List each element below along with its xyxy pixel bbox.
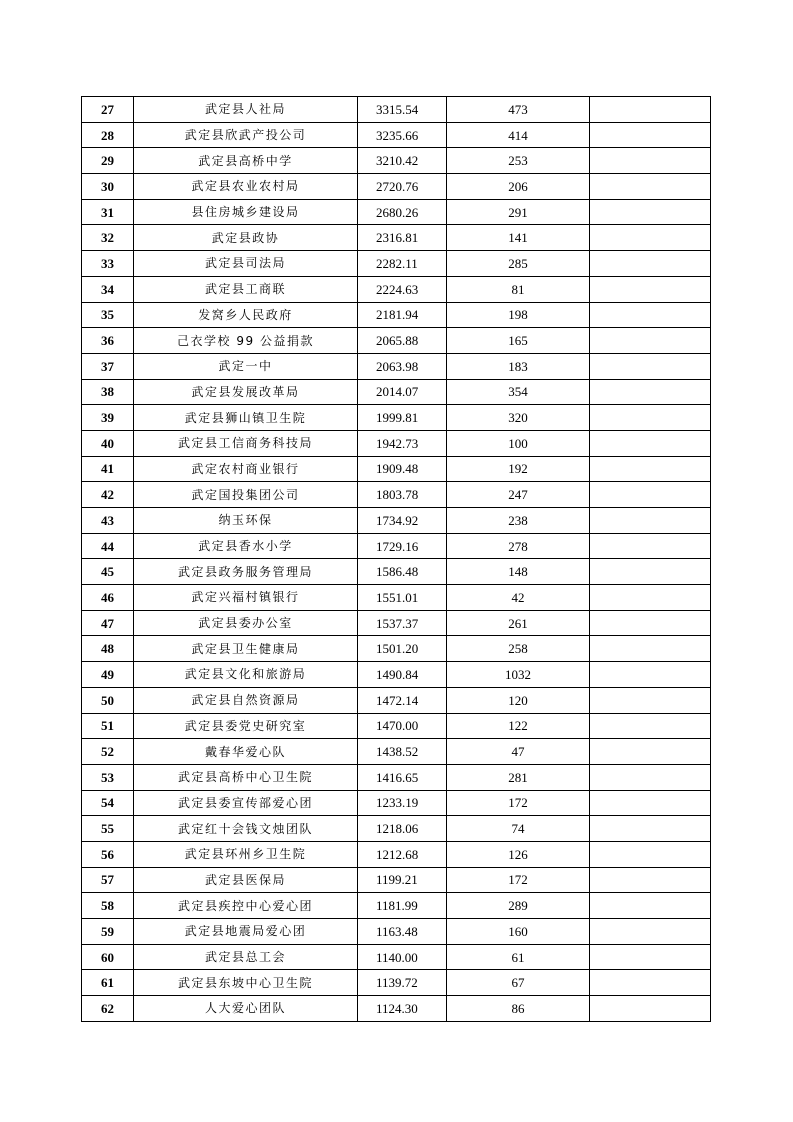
remark-cell xyxy=(590,251,711,277)
table-row xyxy=(82,225,711,251)
table-row xyxy=(82,996,711,1022)
unit-name: 人大爱心团队 xyxy=(134,996,358,1022)
table-body xyxy=(82,97,711,1022)
remark-cell xyxy=(590,482,711,508)
row-number: 30 xyxy=(82,174,134,200)
table-row xyxy=(82,713,711,739)
remark-cell xyxy=(590,148,711,174)
table-row xyxy=(82,328,711,354)
remark-cell xyxy=(590,764,711,790)
donation-amount: 1472.14 xyxy=(358,687,447,713)
table-row xyxy=(82,687,711,713)
table-row xyxy=(82,302,711,328)
row-number: 48 xyxy=(82,636,134,662)
donor-count: 120 xyxy=(447,687,590,713)
donation-amount: 3210.42 xyxy=(358,148,447,174)
row-number: 51 xyxy=(82,713,134,739)
unit-name: 县住房城乡建设局 xyxy=(134,199,358,225)
donor-count: 414 xyxy=(447,122,590,148)
remark-cell xyxy=(590,508,711,534)
row-number: 52 xyxy=(82,739,134,765)
unit-name: 武定县委党史研究室 xyxy=(134,713,358,739)
remark-cell xyxy=(590,533,711,559)
unit-name: 武定一中 xyxy=(134,353,358,379)
unit-name: 武定县政协 xyxy=(134,225,358,251)
unit-name: 武定兴福村镇银行 xyxy=(134,585,358,611)
row-number: 41 xyxy=(82,456,134,482)
remark-cell xyxy=(590,122,711,148)
unit-name: 武定县高桥中学 xyxy=(134,148,358,174)
unit-name: 武定县发展改革局 xyxy=(134,379,358,405)
donor-count: 172 xyxy=(447,867,590,893)
remark-cell xyxy=(590,867,711,893)
row-number: 58 xyxy=(82,893,134,919)
donor-count: 74 xyxy=(447,816,590,842)
unit-name: 武定县狮山镇卫生院 xyxy=(134,405,358,431)
row-number: 43 xyxy=(82,508,134,534)
donation-amount: 1490.84 xyxy=(358,662,447,688)
table-row xyxy=(82,430,711,456)
row-number: 42 xyxy=(82,482,134,508)
unit-name: 武定县高桥中心卫生院 xyxy=(134,764,358,790)
unit-name: 武定县欣武产投公司 xyxy=(134,122,358,148)
table-row xyxy=(82,174,711,200)
donation-amount: 2065.88 xyxy=(358,328,447,354)
donation-amount: 1163.48 xyxy=(358,919,447,945)
donor-count: 278 xyxy=(447,533,590,559)
donation-amount: 1734.92 xyxy=(358,508,447,534)
row-number: 32 xyxy=(82,225,134,251)
donor-count: 141 xyxy=(447,225,590,251)
table-row xyxy=(82,610,711,636)
donation-amount: 1139.72 xyxy=(358,970,447,996)
donor-count: 126 xyxy=(447,841,590,867)
row-number: 44 xyxy=(82,533,134,559)
donation-amount: 1729.16 xyxy=(358,533,447,559)
unit-name: 武定县医保局 xyxy=(134,867,358,893)
donation-amount: 1438.52 xyxy=(358,739,447,765)
remark-cell xyxy=(590,970,711,996)
donor-count: 1032 xyxy=(447,662,590,688)
donation-table xyxy=(81,96,711,1022)
donor-count: 281 xyxy=(447,764,590,790)
unit-name: 武定县文化和旅游局 xyxy=(134,662,358,688)
donor-count: 473 xyxy=(447,97,590,123)
donor-count: 289 xyxy=(447,893,590,919)
donation-amount: 2282.11 xyxy=(358,251,447,277)
row-number: 34 xyxy=(82,276,134,302)
unit-name: 武定红十会钱文烛团队 xyxy=(134,816,358,842)
row-number: 49 xyxy=(82,662,134,688)
table-row xyxy=(82,276,711,302)
table-row xyxy=(82,97,711,123)
donation-amount: 1218.06 xyxy=(358,816,447,842)
remark-cell xyxy=(590,559,711,585)
donation-amount: 2316.81 xyxy=(358,225,447,251)
donation-amount: 1999.81 xyxy=(358,405,447,431)
donor-count: 354 xyxy=(447,379,590,405)
donation-amount: 2181.94 xyxy=(358,302,447,328)
remark-cell xyxy=(590,174,711,200)
donation-amount: 1140.00 xyxy=(358,944,447,970)
remark-cell xyxy=(590,662,711,688)
donation-amount: 1586.48 xyxy=(358,559,447,585)
table-row xyxy=(82,739,711,765)
unit-name: 纳玉环保 xyxy=(134,508,358,534)
remark-cell xyxy=(590,739,711,765)
row-number: 57 xyxy=(82,867,134,893)
row-number: 35 xyxy=(82,302,134,328)
row-number: 54 xyxy=(82,790,134,816)
unit-name: 武定县工商联 xyxy=(134,276,358,302)
table-row xyxy=(82,636,711,662)
donor-count: 165 xyxy=(447,328,590,354)
unit-name: 武定县疾控中心爱心团 xyxy=(134,893,358,919)
row-number: 36 xyxy=(82,328,134,354)
donor-count: 47 xyxy=(447,739,590,765)
table-row xyxy=(82,970,711,996)
row-number: 62 xyxy=(82,996,134,1022)
unit-name: 武定县香水小学 xyxy=(134,533,358,559)
remark-cell xyxy=(590,919,711,945)
table-row xyxy=(82,841,711,867)
donation-amount: 2720.76 xyxy=(358,174,447,200)
donor-count: 172 xyxy=(447,790,590,816)
remark-cell xyxy=(590,816,711,842)
unit-name: 武定县环州乡卫生院 xyxy=(134,841,358,867)
unit-name: 武定县工信商务科技局 xyxy=(134,430,358,456)
donation-amount: 1537.37 xyxy=(358,610,447,636)
donation-amount: 1181.99 xyxy=(358,893,447,919)
row-number: 47 xyxy=(82,610,134,636)
donation-amount: 2014.07 xyxy=(358,379,447,405)
donor-count: 192 xyxy=(447,456,590,482)
unit-name: 武定县政务服务管理局 xyxy=(134,559,358,585)
donor-count: 122 xyxy=(447,713,590,739)
table-row xyxy=(82,251,711,277)
table-row xyxy=(82,353,711,379)
donor-count: 42 xyxy=(447,585,590,611)
unit-name: 武定国投集团公司 xyxy=(134,482,358,508)
row-number: 37 xyxy=(82,353,134,379)
remark-cell xyxy=(590,713,711,739)
row-number: 59 xyxy=(82,919,134,945)
donation-amount: 1470.00 xyxy=(358,713,447,739)
donor-count: 67 xyxy=(447,970,590,996)
unit-name: 武定县司法局 xyxy=(134,251,358,277)
table-row xyxy=(82,790,711,816)
row-number: 31 xyxy=(82,199,134,225)
remark-cell xyxy=(590,687,711,713)
donation-amount: 1909.48 xyxy=(358,456,447,482)
unit-name: 武定县农业农村局 xyxy=(134,174,358,200)
table-row xyxy=(82,764,711,790)
row-number: 39 xyxy=(82,405,134,431)
unit-name: 武定县卫生健康局 xyxy=(134,636,358,662)
row-number: 33 xyxy=(82,251,134,277)
unit-name: 戴春华爱心队 xyxy=(134,739,358,765)
row-number: 50 xyxy=(82,687,134,713)
remark-cell xyxy=(590,841,711,867)
row-number: 40 xyxy=(82,430,134,456)
remark-cell xyxy=(590,328,711,354)
table-row xyxy=(82,508,711,534)
remark-cell xyxy=(590,944,711,970)
donor-count: 285 xyxy=(447,251,590,277)
donation-amount: 1551.01 xyxy=(358,585,447,611)
remark-cell xyxy=(590,996,711,1022)
table-row xyxy=(82,482,711,508)
donation-amount: 1803.78 xyxy=(358,482,447,508)
unit-name: 己衣学校 99 公益捐款 xyxy=(134,328,358,354)
row-number: 61 xyxy=(82,970,134,996)
donor-count: 258 xyxy=(447,636,590,662)
donor-count: 206 xyxy=(447,174,590,200)
donation-amount: 1124.30 xyxy=(358,996,447,1022)
remark-cell xyxy=(590,456,711,482)
table-row xyxy=(82,405,711,431)
donation-amount: 2224.63 xyxy=(358,276,447,302)
donor-count: 86 xyxy=(447,996,590,1022)
unit-name: 发窝乡人民政府 xyxy=(134,302,358,328)
donor-count: 61 xyxy=(447,944,590,970)
remark-cell xyxy=(590,430,711,456)
table-row xyxy=(82,122,711,148)
unit-name: 武定县人社局 xyxy=(134,97,358,123)
donor-count: 160 xyxy=(447,919,590,945)
donor-count: 148 xyxy=(447,559,590,585)
remark-cell xyxy=(590,405,711,431)
remark-cell xyxy=(590,790,711,816)
unit-name: 武定县自然资源局 xyxy=(134,687,358,713)
donation-amount: 1233.19 xyxy=(358,790,447,816)
donor-count: 100 xyxy=(447,430,590,456)
row-number: 27 xyxy=(82,97,134,123)
row-number: 45 xyxy=(82,559,134,585)
row-number: 46 xyxy=(82,585,134,611)
donation-amount: 3315.54 xyxy=(358,97,447,123)
table-row xyxy=(82,559,711,585)
donation-amount: 1416.65 xyxy=(358,764,447,790)
table-row xyxy=(82,585,711,611)
donor-count: 320 xyxy=(447,405,590,431)
row-number: 28 xyxy=(82,122,134,148)
remark-cell xyxy=(590,302,711,328)
donation-amount: 2680.26 xyxy=(358,199,447,225)
row-number: 38 xyxy=(82,379,134,405)
donation-amount: 3235.66 xyxy=(358,122,447,148)
donor-count: 198 xyxy=(447,302,590,328)
donor-count: 291 xyxy=(447,199,590,225)
remark-cell xyxy=(590,276,711,302)
remark-cell xyxy=(590,610,711,636)
unit-name: 武定县委宣传部爱心团 xyxy=(134,790,358,816)
table-row xyxy=(82,893,711,919)
table-row xyxy=(82,456,711,482)
donation-amount: 2063.98 xyxy=(358,353,447,379)
remark-cell xyxy=(590,199,711,225)
unit-name: 武定县总工会 xyxy=(134,944,358,970)
donation-amount: 1942.73 xyxy=(358,430,447,456)
remark-cell xyxy=(590,636,711,662)
row-number: 56 xyxy=(82,841,134,867)
table-row xyxy=(82,816,711,842)
donation-amount: 1199.21 xyxy=(358,867,447,893)
unit-name: 武定县委办公室 xyxy=(134,610,358,636)
row-number: 60 xyxy=(82,944,134,970)
remark-cell xyxy=(590,97,711,123)
donor-count: 261 xyxy=(447,610,590,636)
row-number: 55 xyxy=(82,816,134,842)
donor-count: 247 xyxy=(447,482,590,508)
unit-name: 武定县东坡中心卫生院 xyxy=(134,970,358,996)
donor-count: 183 xyxy=(447,353,590,379)
remark-cell xyxy=(590,225,711,251)
table-row xyxy=(82,148,711,174)
table-row xyxy=(82,662,711,688)
table-row xyxy=(82,199,711,225)
table-row xyxy=(82,379,711,405)
remark-cell xyxy=(590,379,711,405)
donation-amount: 1212.68 xyxy=(358,841,447,867)
row-number: 53 xyxy=(82,764,134,790)
table-row xyxy=(82,533,711,559)
table-row xyxy=(82,867,711,893)
remark-cell xyxy=(590,893,711,919)
row-number: 29 xyxy=(82,148,134,174)
table-row xyxy=(82,919,711,945)
unit-name: 武定农村商业银行 xyxy=(134,456,358,482)
unit-name: 武定县地震局爱心团 xyxy=(134,919,358,945)
donor-count: 253 xyxy=(447,148,590,174)
donor-count: 238 xyxy=(447,508,590,534)
donation-amount: 1501.20 xyxy=(358,636,447,662)
remark-cell xyxy=(590,585,711,611)
remark-cell xyxy=(590,353,711,379)
table-row xyxy=(82,944,711,970)
donor-count: 81 xyxy=(447,276,590,302)
